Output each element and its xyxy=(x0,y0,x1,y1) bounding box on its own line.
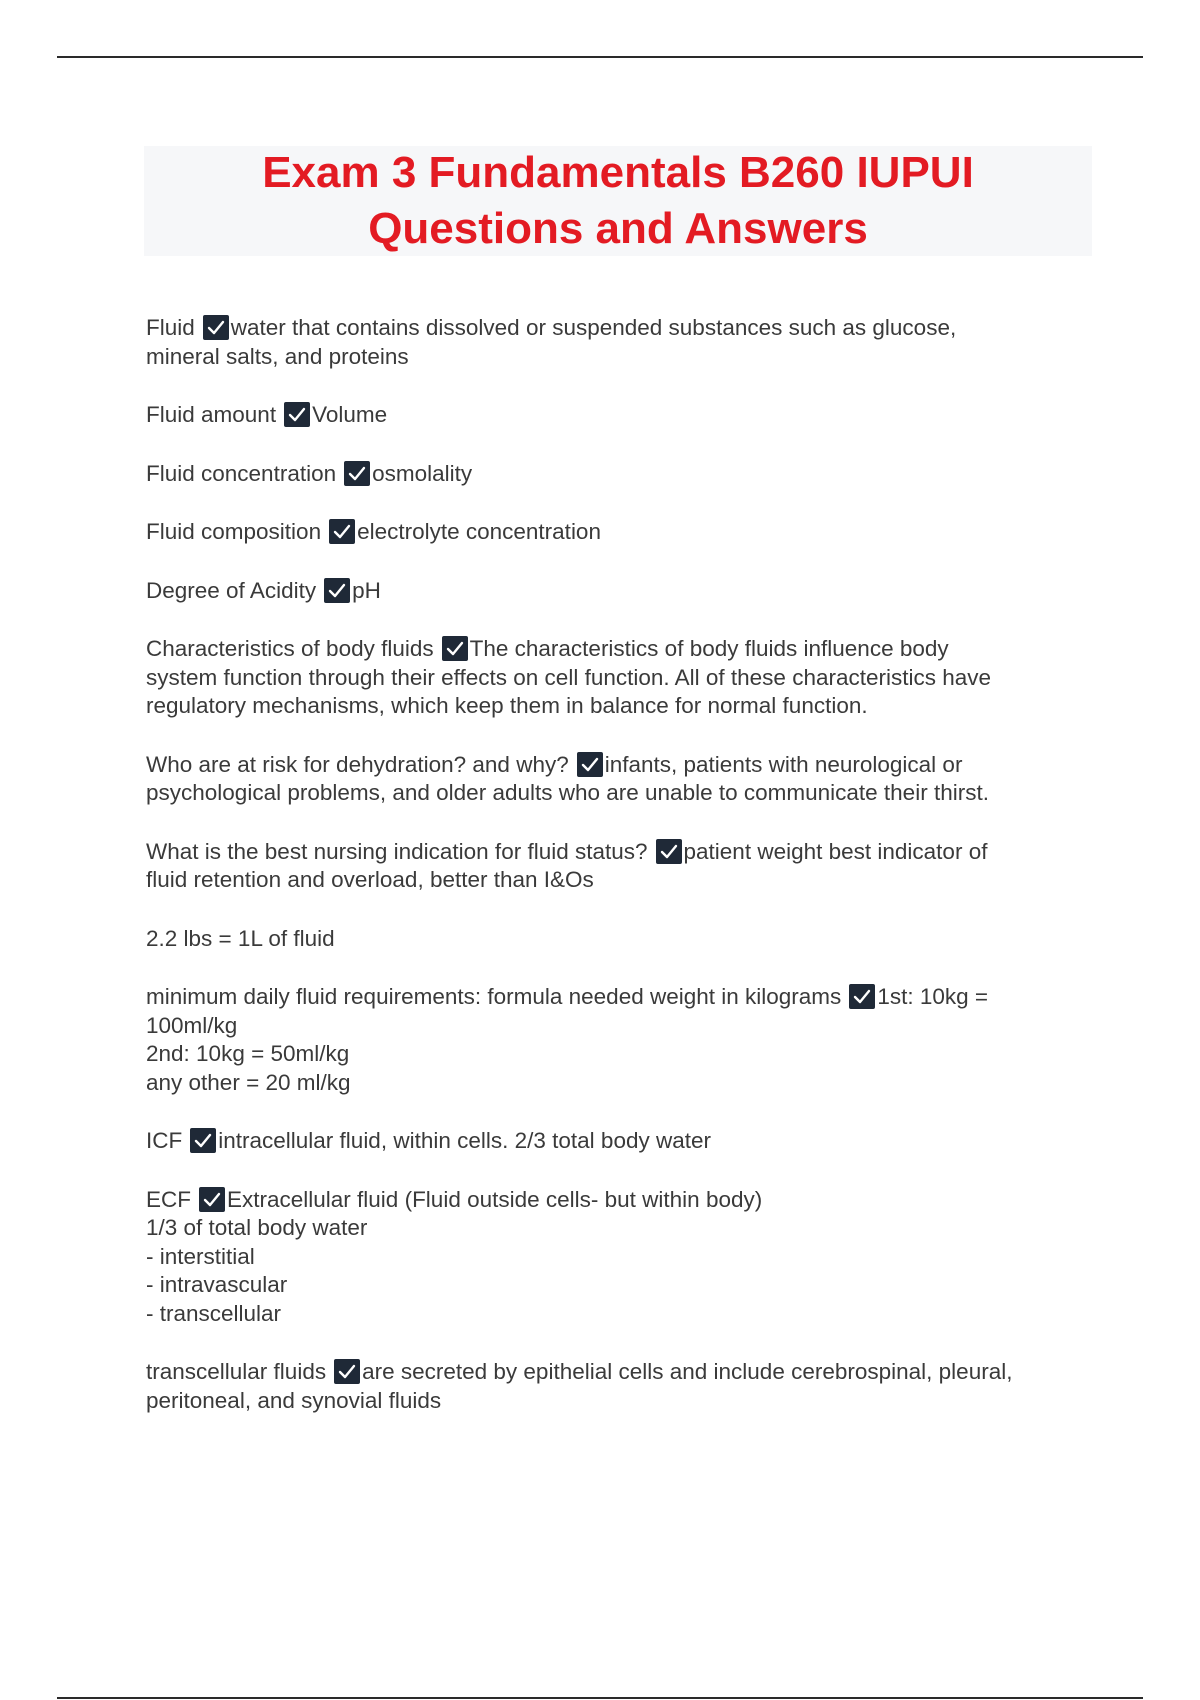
qa-entry xyxy=(146,401,1092,430)
qa-term: transcellular fluids xyxy=(146,1359,327,1384)
qa-first-line xyxy=(146,401,1092,430)
qa-entry xyxy=(146,460,1092,489)
qa-entry xyxy=(146,983,1092,1097)
document-title-line-1: Exam 3 Fundamentals B260 IUPUI xyxy=(262,148,974,197)
qa-answer-continuation: psychological problems, and older adults who are unable to communicate their thirst. xyxy=(146,780,989,805)
qa-first-line xyxy=(146,925,1092,954)
qa-answer: patient weight best indicator of xyxy=(683,838,988,864)
qa-answer-continuation: any other = 20 ml/kg xyxy=(146,1069,351,1095)
qa-entry xyxy=(146,1186,1092,1329)
qa-entry xyxy=(146,314,1092,371)
qa-answer: intracellular fluid, within cells. 2/3 total body water xyxy=(218,1128,711,1153)
qa-entry xyxy=(146,1358,1092,1415)
checkmark-box-icon xyxy=(324,578,350,603)
checkmark-box-icon xyxy=(199,1187,225,1212)
qa-first-line xyxy=(146,1358,1092,1387)
qa-term: ICF xyxy=(146,1128,183,1153)
qa-answer: 1st: 10kg = xyxy=(877,984,989,1009)
qa-answer: electrolyte concentration xyxy=(357,519,601,544)
qa-entry xyxy=(146,838,1092,895)
header-rule xyxy=(57,56,1143,58)
qa-answer: Volume xyxy=(312,402,388,427)
qa-answer: infants, patients with neurological or xyxy=(604,751,963,777)
qa-answer: The characteristics of body fluids influence body xyxy=(469,636,949,661)
qa-answer-continuation: peritoneal, and synovial fluids xyxy=(146,1387,442,1413)
qa-term: Fluid xyxy=(146,315,195,340)
qa-term: ECF xyxy=(146,1186,191,1212)
qa-first-line xyxy=(146,518,1092,547)
checkmark-box-icon xyxy=(329,519,355,544)
checkmark-box-icon xyxy=(203,315,229,340)
qa-answer-continuation: 2nd: 10kg = 50ml/kg xyxy=(146,1041,350,1066)
qa-first-line xyxy=(146,577,1092,606)
checkmark-box-icon xyxy=(577,752,603,777)
qa-term: minimum daily fluid requirements: formula needed weight in kilograms xyxy=(146,984,842,1009)
qa-first-line xyxy=(146,838,1092,867)
checkmark-box-icon xyxy=(849,984,875,1009)
qa-entries xyxy=(146,314,1092,1445)
qa-answer-continuation: - intravascular xyxy=(146,1272,288,1297)
qa-answer: Extracellular fluid (Fluid outside cells- but within body) xyxy=(227,1186,763,1212)
qa-answer: pH xyxy=(352,577,381,603)
qa-first-line xyxy=(146,460,1092,489)
checkmark-box-icon xyxy=(442,636,468,661)
qa-first-line xyxy=(146,314,1092,343)
qa-answer-continuation: system function through their effects on cell function. All of these characteristics have xyxy=(146,664,992,690)
checkmark-box-icon xyxy=(344,461,370,486)
qa-answer-continuation: regulatory mechanisms, which keep them in balance for normal function. xyxy=(146,693,868,718)
checkmark-box-icon xyxy=(284,402,310,427)
checkmark-box-icon xyxy=(334,1359,360,1384)
qa-term: 2.2 lbs = 1L of fluid xyxy=(146,925,335,951)
qa-term: Fluid composition xyxy=(146,519,322,544)
qa-term: Fluid concentration xyxy=(146,460,337,486)
qa-term: Who are at risk for dehydration? and why? xyxy=(146,751,569,777)
qa-answer-continuation: mineral salts, and proteins xyxy=(146,343,409,369)
qa-first-line xyxy=(146,751,1092,780)
qa-answer: are secreted by epithelial cells and include cerebrospinal, pleural, xyxy=(362,1359,1013,1384)
qa-answer-continuation: - transcellular xyxy=(146,1300,282,1326)
qa-entry xyxy=(146,577,1092,606)
qa-entry xyxy=(146,635,1092,721)
qa-answer: water that contains dissolved or suspended substances such as glucose, xyxy=(230,315,957,340)
qa-answer-continuation: 100ml/kg xyxy=(146,1012,238,1038)
qa-entry xyxy=(146,518,1092,547)
qa-answer-continuation: - interstitial xyxy=(146,1243,255,1269)
footer-rule xyxy=(57,1697,1143,1699)
qa-first-line xyxy=(146,1186,1092,1215)
qa-answer-continuation: 1/3 of total body water xyxy=(146,1215,368,1240)
qa-term: Degree of Acidity xyxy=(146,577,317,603)
qa-first-line xyxy=(146,1127,1092,1156)
qa-answer: osmolality xyxy=(372,460,473,486)
qa-entry xyxy=(146,1127,1092,1156)
qa-first-line xyxy=(146,635,1092,664)
title-banner xyxy=(144,146,1092,256)
qa-term: Characteristics of body fluids xyxy=(146,636,434,661)
qa-term: Fluid amount xyxy=(146,402,277,427)
qa-answer-continuation: fluid retention and overload, better than I&Os xyxy=(146,867,594,892)
qa-first-line xyxy=(146,983,1092,1012)
qa-term: What is the best nursing indication for fluid status? xyxy=(146,838,648,864)
qa-entry xyxy=(146,751,1092,808)
checkmark-box-icon xyxy=(190,1128,216,1153)
checkmark-box-icon xyxy=(656,839,682,864)
document-title-line-2: Questions and Answers xyxy=(368,204,868,253)
qa-entry xyxy=(146,925,1092,954)
